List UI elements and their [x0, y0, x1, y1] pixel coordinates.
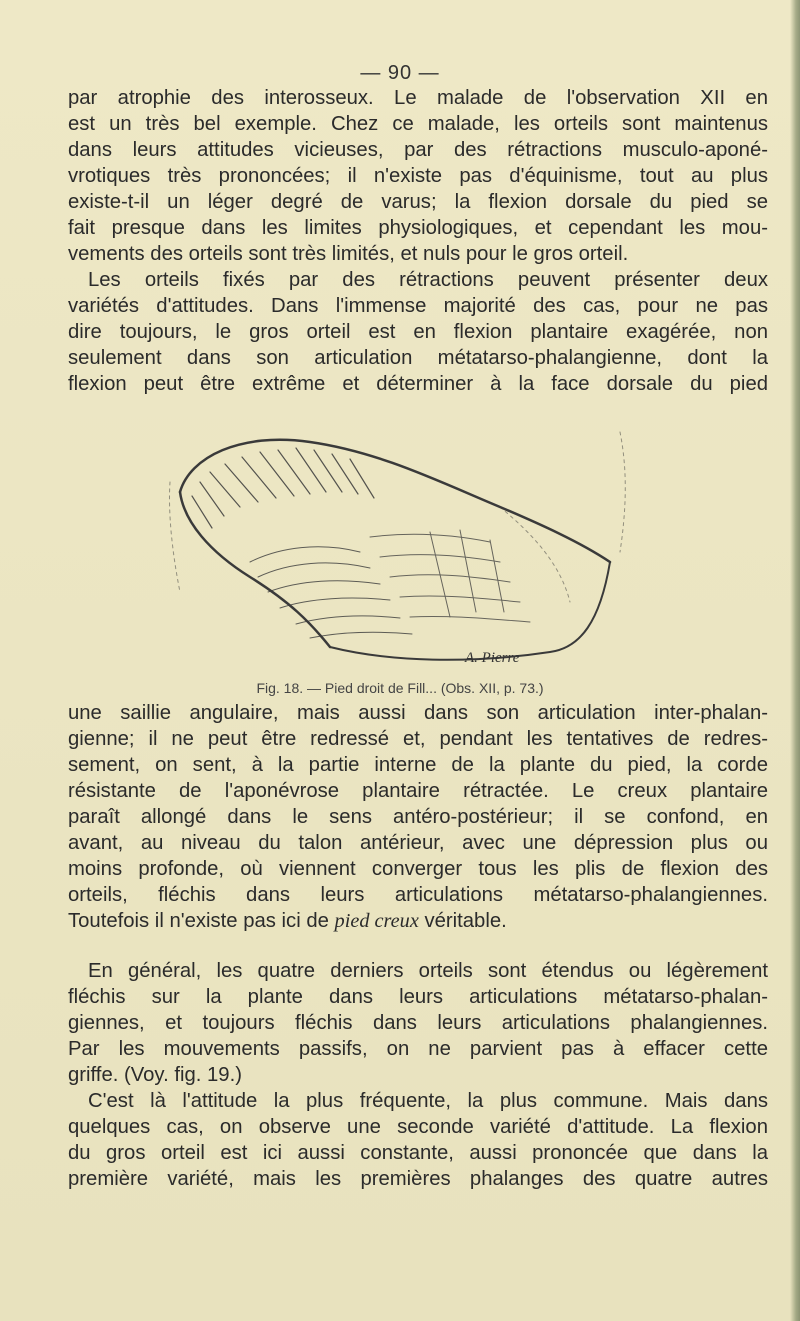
text-line: par atrophie des interosseux. Le malade de l'observation XII en [68, 87, 768, 109]
text-line: vements des orteils sont très limités, et nuls pour le gros orteil. [68, 243, 629, 265]
text-line: Par les mouvements passifs, on ne parvient pas à effacer cette [68, 1038, 768, 1060]
emphasized-term: pied creux [334, 910, 419, 932]
page-number: — 90 — [360, 62, 440, 84]
text-line: seulement dans son articulation métatarso-phalangienne, dont la [68, 347, 768, 369]
text-line: En général, les quatre derniers orteils sont étendus ou légèrement [88, 960, 768, 982]
hatching-dorsal [192, 448, 374, 528]
text-line: sement, on sent, à la partie interne de la plante du pied, la corde [68, 754, 768, 776]
text-line: une saillie angulaire, mais aussi dans son articulation inter-phalan- [68, 702, 768, 724]
artist-signature: A. Pierre [465, 650, 520, 666]
text-line: giennes, et toujours fléchis dans leurs articulations phalangiennes. [68, 1012, 768, 1034]
text-line-with-emphasis: Toutefois il n'existe pas ici de pied creux véritable. [68, 910, 507, 932]
text-line: fléchis sur la plante dans leurs articulations métatarso-phalan- [68, 986, 768, 1008]
text-line: avant, au niveau du talon antérieur, avec une dépression plus ou [68, 832, 768, 854]
text-line: dans leurs attitudes vicieuses, par des rétractions musculo-aponé- [68, 139, 768, 161]
text-line: première variété, mais les premières phalanges des quatre autres [68, 1168, 768, 1190]
paragraph-3 [68, 700, 768, 934]
text-line: C'est là l'attitude la plus fréquente, la plus commune. Mais dans [88, 1090, 768, 1112]
text-line: vrotiques très prononcées; il n'existe pas d'équinisme, tout au plus [68, 165, 768, 187]
hatching-sole [370, 530, 530, 622]
text-line: existe-t-il un léger degré de varus; la flexion dorsale du pied se [68, 191, 768, 213]
text-line: Les orteils fixés par des rétractions peuvent présenter deux [88, 269, 768, 291]
paragraph-2 [68, 267, 768, 397]
text-line: orteils, fléchis dans leurs articulations métatarso-phalangiennes. [68, 884, 768, 906]
text-line: est un très bel exemple. Chez ce malade, les orteils sont maintenus [68, 113, 768, 135]
figure-caption: Fig. 18. — Pied droit de Fill... (Obs. XII, p. 73.) [256, 680, 544, 696]
page-edge-shadow [790, 0, 800, 1321]
text-line: quelques cas, on observe une seconde variété d'attitude. La flexion [68, 1116, 768, 1138]
paragraph-4 [68, 958, 768, 1088]
text-line: gienne; il ne peut être redressé et, pendant les tentatives de redres- [68, 728, 768, 750]
text-line: variétés d'attitudes. Dans l'immense majorité des cas, pour ne pas [68, 295, 768, 317]
text-line: dire toujours, le gros orteil est en flexion plantaire exagérée, non [68, 321, 768, 343]
text-line: paraît allongé dans le sens antéro-postérieur; il se confond, en [68, 806, 768, 828]
foot-illustration [150, 412, 710, 672]
text-line: moins profonde, où viennent converger tous les plis de flexion des [68, 858, 768, 880]
paragraph-1 [68, 85, 768, 267]
text-line: griffe. (Voy. fig. 19.) [68, 1064, 242, 1086]
text-line: fait presque dans les limites physiologiques, et cependant les mou- [68, 217, 768, 239]
paragraph-5 [68, 1088, 768, 1192]
toe-outline [180, 492, 330, 647]
text-line: résistante de l'aponévrose plantaire rétractée. Le creux plantaire [68, 780, 768, 802]
foot-dorsal-outline [180, 440, 610, 562]
text-line: flexion peut être extrême et déterminer à la face dorsale du pied [68, 373, 768, 395]
text-line: du gros orteil est ici aussi constante, aussi prononcée que dans la [68, 1142, 768, 1164]
